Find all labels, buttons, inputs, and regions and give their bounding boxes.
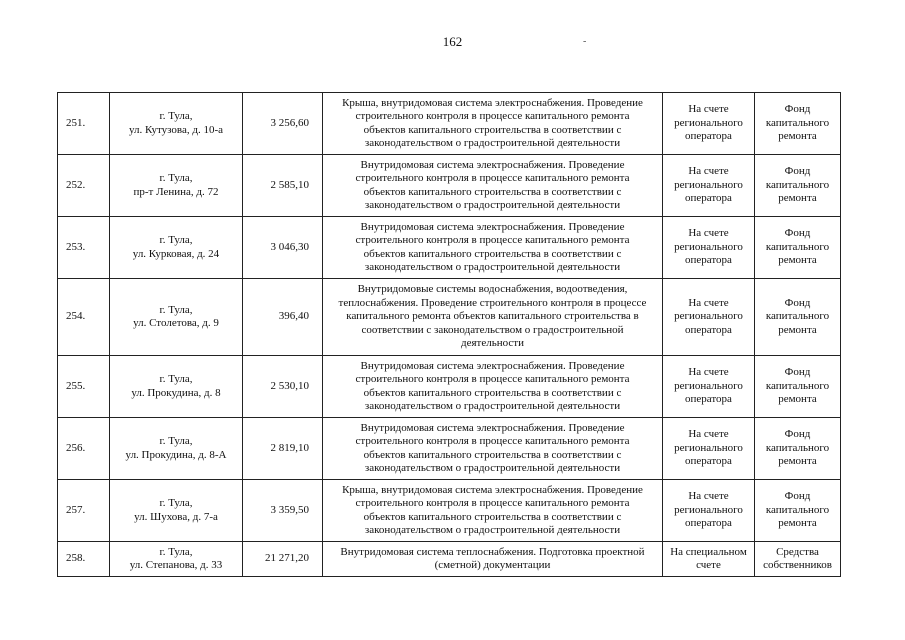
account-type-line: регионального <box>674 116 743 129</box>
account-type-cell <box>663 217 755 279</box>
address-city: г. Тула, <box>159 234 193 247</box>
address-street: ул. Шухова, д. 7-а <box>134 510 218 523</box>
table-row <box>58 217 841 279</box>
repair-table <box>57 92 841 577</box>
row-number-cell <box>58 217 110 279</box>
account-type-line: регионального <box>674 178 743 191</box>
funding-source-line: капитального <box>765 310 830 323</box>
work-description-line: строительного контроля в процессе капитального ремонта <box>355 497 630 510</box>
funding-source-line: собственников <box>763 559 832 571</box>
row-number-cell <box>58 279 110 356</box>
account-type-cell <box>663 356 755 418</box>
table-row <box>58 279 841 356</box>
address-city: г. Тула, <box>159 435 193 448</box>
funding-source-line: ремонта <box>778 254 817 267</box>
cost-cell <box>243 93 323 155</box>
account-type-cell <box>663 155 755 217</box>
funding-source-line: ремонта <box>778 455 817 468</box>
account-type-cell <box>663 418 755 480</box>
row-number: 252. <box>66 178 86 191</box>
address-cell <box>110 542 243 577</box>
page-mark: - <box>583 36 587 47</box>
cost-cell <box>243 155 323 217</box>
account-type-line: счете <box>696 559 721 571</box>
funding-source-cell <box>755 93 841 155</box>
funding-source-cell <box>755 542 841 577</box>
work-description-line: Внутридомовая система теплоснабжения. Подготовка проектной <box>340 545 645 558</box>
funding-source-line: Фонд <box>784 428 811 441</box>
work-description-line: соответствии с законодательством о градостроительной <box>361 323 624 336</box>
work-description-line: объектов капитального строительства в соответствии с <box>363 123 622 136</box>
account-type-line: оператора <box>685 455 732 468</box>
work-description-cell <box>323 279 663 356</box>
work-description-line: строительного контроля в процессе капитального ремонта <box>355 373 630 386</box>
account-type-line: регионального <box>674 441 743 454</box>
work-description-cell <box>323 155 663 217</box>
account-type-line: На счете <box>688 490 729 503</box>
work-description-line: законодательством о градостроительной деятельности <box>364 399 621 412</box>
funding-source-cell <box>755 418 841 480</box>
work-description-line: строительного контроля в процессе капитального ремонта <box>355 172 630 185</box>
cost-value: 3 256,60 <box>270 116 309 129</box>
funding-source-line: Фонд <box>784 227 811 240</box>
account-type-line: регионального <box>674 379 743 392</box>
row-number-cell <box>58 418 110 480</box>
work-description-line: объектов капитального строительства в соответствии с <box>363 386 622 399</box>
account-type-line: регионального <box>674 310 743 323</box>
work-description-line: Внутридомовая система электроснабжения. Проведение <box>360 158 625 171</box>
work-description-line: законодательством о градостроительной деятельности <box>364 461 621 474</box>
work-description-line: деятельности <box>461 337 524 350</box>
account-type-line: регионального <box>674 240 743 253</box>
table-row <box>58 356 841 418</box>
page-number: 162 <box>442 34 463 49</box>
address-city: г. Тула, <box>159 110 193 123</box>
cost-cell <box>243 542 323 577</box>
cost-cell <box>243 217 323 279</box>
cost-value: 396,40 <box>278 310 309 323</box>
account-type-line: На счете <box>688 165 729 178</box>
account-type-line: На счете <box>688 366 729 379</box>
funding-source-line: ремонта <box>778 192 817 205</box>
account-type-cell <box>663 480 755 542</box>
account-type-line: оператора <box>685 393 732 406</box>
work-description-line: объектов капитального строительства в соответствии с <box>363 185 622 198</box>
address-street: пр-т Ленина, д. 72 <box>133 185 219 198</box>
work-description-cell <box>323 93 663 155</box>
work-description-line: законодательством о градостроительной деятельности <box>364 136 621 149</box>
funding-source-cell <box>755 480 841 542</box>
address-cell <box>110 93 243 155</box>
row-number-cell <box>58 356 110 418</box>
address-cell <box>110 155 243 217</box>
cost-value: 21 271,20 <box>265 552 309 565</box>
work-description-line: законодательством о градостроительной деятельности <box>364 198 621 211</box>
cost-value: 2 819,10 <box>270 441 309 454</box>
funding-source-line: Фонд <box>784 490 811 503</box>
work-description-line: строительного контроля в процессе капитального ремонта <box>355 234 630 247</box>
funding-source-line: капитального <box>765 240 830 253</box>
work-description-line: Крыша, внутридомовая система электроснабжения. Проведение <box>342 96 643 109</box>
table-row <box>58 418 841 480</box>
work-description-line: строительного контроля в процессе капитального ремонта <box>355 435 630 448</box>
funding-source-line: Средства <box>776 545 819 558</box>
work-description-line: Внутридомовые системы водоснабжения, водоотведения, <box>357 283 628 296</box>
address-street: ул. Степанова, д. 33 <box>129 559 223 571</box>
work-description-cell <box>323 542 663 577</box>
work-description-line: Крыша, внутридомовая система электроснабжения. Проведение <box>342 483 643 496</box>
address-cell <box>110 356 243 418</box>
address-street: ул. Столетова, д. 9 <box>133 317 219 329</box>
row-number: 256. <box>66 441 86 454</box>
work-description-line: теплоснабжения. Проведение строительного контроля в процессе <box>338 296 647 309</box>
funding-source-line: Фонд <box>784 296 811 309</box>
work-description-line: Внутридомовая система электроснабжения. Проведение <box>360 220 625 233</box>
funding-source-line: капитального <box>765 379 830 392</box>
work-description-line: Внутридомовая система электроснабжения. Проведение <box>360 359 625 372</box>
work-description-line: законодательством о градостроительной деятельности <box>364 523 621 536</box>
account-type-line: На счете <box>688 428 729 441</box>
address-city: г. Тула, <box>159 303 193 316</box>
work-description-cell <box>323 480 663 542</box>
address-street: ул. Кутузова, д. 10-а <box>128 123 224 136</box>
funding-source-line: капитального <box>765 503 830 516</box>
address-street: ул. Курковая, д. 24 <box>132 247 220 260</box>
account-type-line: На счете <box>688 103 729 116</box>
funding-source-cell <box>755 356 841 418</box>
address-street: ул. Прокудина, д. 8 <box>131 386 221 399</box>
account-type-line: оператора <box>685 254 732 267</box>
work-description-line: объектов капитального строительства в соответствии с <box>363 247 622 260</box>
funding-source-line: капитального <box>765 116 830 129</box>
account-type-line: На счете <box>688 227 729 240</box>
work-description-line: Внутридомовая система электроснабжения. Проведение <box>360 421 625 434</box>
address-street: ул. Прокудина, д. 8-А <box>125 448 227 461</box>
address-city: г. Тула, <box>159 545 193 558</box>
address-city: г. Тула, <box>159 172 193 185</box>
work-description-line: строительного контроля в процессе капитального ремонта <box>355 110 630 123</box>
table-row <box>58 155 841 217</box>
funding-source-cell <box>755 279 841 356</box>
table-row <box>58 480 841 542</box>
funding-source-line: ремонта <box>778 323 817 336</box>
cost-value: 2 530,10 <box>270 379 309 392</box>
work-description-line: капитального ремонта объектов капитального строительства в <box>346 310 639 323</box>
account-type-line: оператора <box>685 192 732 205</box>
account-type-line: оператора <box>685 130 732 143</box>
funding-source-line: капитального <box>765 178 830 191</box>
account-type-cell <box>663 279 755 356</box>
account-type-line: На счете <box>688 296 729 309</box>
table-row <box>58 542 841 577</box>
work-description-line: (сметной) документации <box>434 559 551 571</box>
row-number-cell <box>58 542 110 577</box>
row-number: 254. <box>66 310 86 323</box>
account-type-line: оператора <box>685 517 732 530</box>
work-description-cell <box>323 356 663 418</box>
funding-source-line: Фонд <box>784 165 811 178</box>
table-body <box>58 93 841 577</box>
funding-source-cell <box>755 217 841 279</box>
funding-source-line: ремонта <box>778 393 817 406</box>
cost-cell <box>243 418 323 480</box>
row-number: 255. <box>66 379 86 392</box>
account-type-cell <box>663 542 755 577</box>
row-number: 253. <box>66 240 86 253</box>
address-cell <box>110 279 243 356</box>
work-description-line: объектов капитального строительства в соответствии с <box>363 510 622 523</box>
table-row <box>58 93 841 155</box>
funding-source-line: Фонд <box>784 366 811 379</box>
work-description-cell <box>323 217 663 279</box>
cost-cell <box>243 279 323 356</box>
cost-value: 2 585,10 <box>270 178 309 191</box>
work-description-line: объектов капитального строительства в соответствии с <box>363 448 622 461</box>
address-cell <box>110 217 243 279</box>
account-type-cell <box>663 93 755 155</box>
address-cell <box>110 480 243 542</box>
account-type-line: регионального <box>674 503 743 516</box>
address-city: г. Тула, <box>159 373 193 386</box>
cost-value: 3 359,50 <box>270 503 309 516</box>
account-type-line: На специальном <box>670 545 747 558</box>
account-type-line: оператора <box>685 323 732 336</box>
row-number: 257. <box>66 503 86 516</box>
row-number-cell <box>58 480 110 542</box>
funding-source-cell <box>755 155 841 217</box>
funding-source-line: ремонта <box>778 130 817 143</box>
address-city: г. Тула, <box>159 497 193 510</box>
row-number-cell <box>58 93 110 155</box>
cost-cell <box>243 356 323 418</box>
cost-value: 3 046,30 <box>270 240 309 253</box>
address-cell <box>110 418 243 480</box>
row-number: 251. <box>66 116 86 129</box>
cost-cell <box>243 480 323 542</box>
funding-source-line: ремонта <box>778 517 817 530</box>
funding-source-line: капитального <box>765 441 830 454</box>
row-number: 258. <box>66 552 86 565</box>
work-description-line: законодательством о градостроительной деятельности <box>364 260 621 273</box>
work-description-cell <box>323 418 663 480</box>
funding-source-line: Фонд <box>784 103 811 116</box>
row-number-cell <box>58 155 110 217</box>
